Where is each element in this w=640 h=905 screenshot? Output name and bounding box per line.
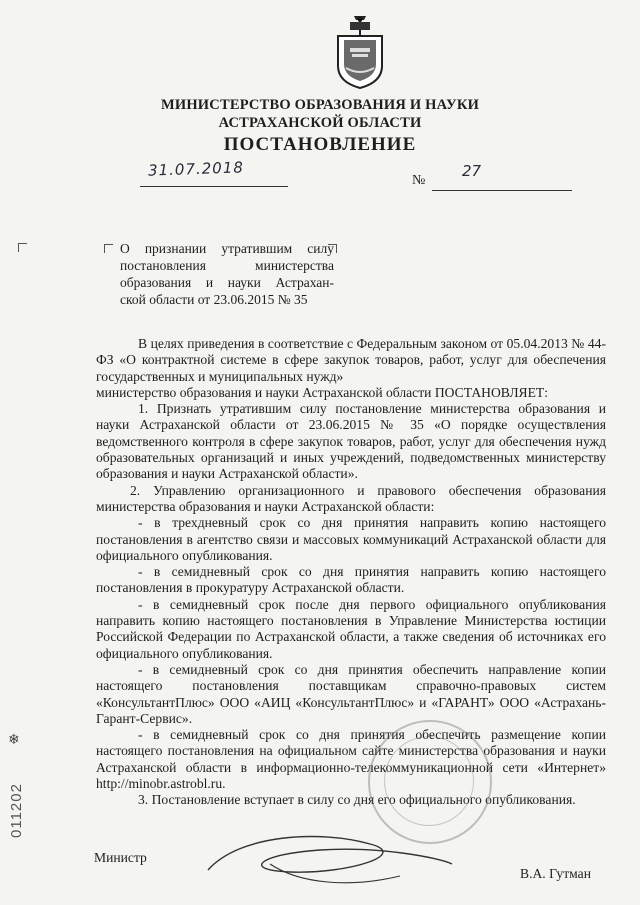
clause-3: 3. Постановление вступает в силу со дня его официального опубликования. (138, 792, 576, 808)
clause-2-item: - в семидневный срок после дня первого официального опубликования направить копию настоящего постановления в Управление Министерства юстиции Российской Федерации по Астраханской области, а также сведения об источниках его официального опубликования. (96, 596, 606, 661)
handwritten-signature (200, 824, 460, 894)
clause-2-item: - в семидневный срок со дня принятия обеспечить направление копии настоящего постановления поставщикам справочно-правовых систем «КонсультантПлюс» ООО «АИЦ «КонсультантПлюс» и «ГАРАНТ» ООО «Астрахань-Гарант-Сервис». (96, 661, 606, 726)
number-label: № (412, 173, 426, 188)
clause-2-item: - в трехдневный срок со дня принятия направить копию настоящего постановления в агентство связи и массовых коммуникаций Астраханской области для официального опубликования. (96, 515, 606, 563)
subject-line: постановления министерства (120, 258, 334, 273)
margin-corner-mark (18, 243, 27, 252)
ministry-name (0, 96, 640, 132)
coat-of-arms-icon (332, 14, 388, 92)
document-body (96, 336, 606, 809)
signatory-name: В.А. Гутман (520, 866, 591, 881)
subject-line: ской области от 23.06.2015 № 35 (120, 292, 308, 307)
clause-2: 2. Управлению организационного и правового обеспечения образования министерства образования и науки Астраханской области: (96, 482, 606, 514)
serial-number-text: 011202 (8, 783, 25, 838)
document-date: 31.07.2018 (147, 158, 245, 180)
number-underline (432, 190, 572, 191)
clause-2-item: - в семидневный срок со дня принятия направить копию настоящего постановления в прокуратуру Астраханской области. (96, 564, 606, 596)
clause-1: 1. Признать утратившим силу постановление министерства образования и науки Астраханской области от 23.06.2015 № 35 «О порядке осуществления ведомственного контроля в сфере закупок товаров, работ, услуг для обеспечения нужд образовательных организаций и иных учреждений, подведомственных министерству образования и науки Астраханской области». (96, 401, 606, 482)
preamble-paragraph: В целях приведения в соответствие с Федеральным законом от 05.04.2013 № 44-ФЗ «О контрактной системе в сфере закупок товаров, работ, услуг для обеспечения государственных и муниципальных нужд» (96, 336, 606, 384)
document-number: 27 (462, 162, 482, 180)
snowflake-mark-icon: ❄ (8, 733, 20, 748)
signatory-position: Министр (94, 850, 147, 865)
resolution-line: министерство образования и науки Астраханской области ПОСТАНОВЛЯЕТ: (96, 384, 548, 400)
subject-bracket-left (104, 244, 113, 253)
clause-2-item: - в семидневный срок со дня принятия обеспечить размещение копии настоящего постановления на официальном сайте министерства образования и науки Астраханской области в информационно-телекоммуникационной сети «Интернет» http://minobr.astrobl.ru. (96, 727, 606, 792)
serial-number-vertical (4, 770, 26, 840)
document-type-title: ПОСТАНОВЛЕНИЕ (223, 134, 417, 155)
ministry-line-1: МИНИСТЕРСТВО ОБРАЗОВАНИЯ И НАУКИ (160, 97, 480, 113)
subject-line: О признании утратившим силу (120, 241, 334, 256)
document-subject (120, 240, 334, 308)
ministry-line-2: АСТРАХАНСКОЙ ОБЛАСТИ (218, 115, 422, 131)
date-underline (140, 186, 288, 187)
subject-line: образования и науки Астрахан- (120, 275, 334, 290)
